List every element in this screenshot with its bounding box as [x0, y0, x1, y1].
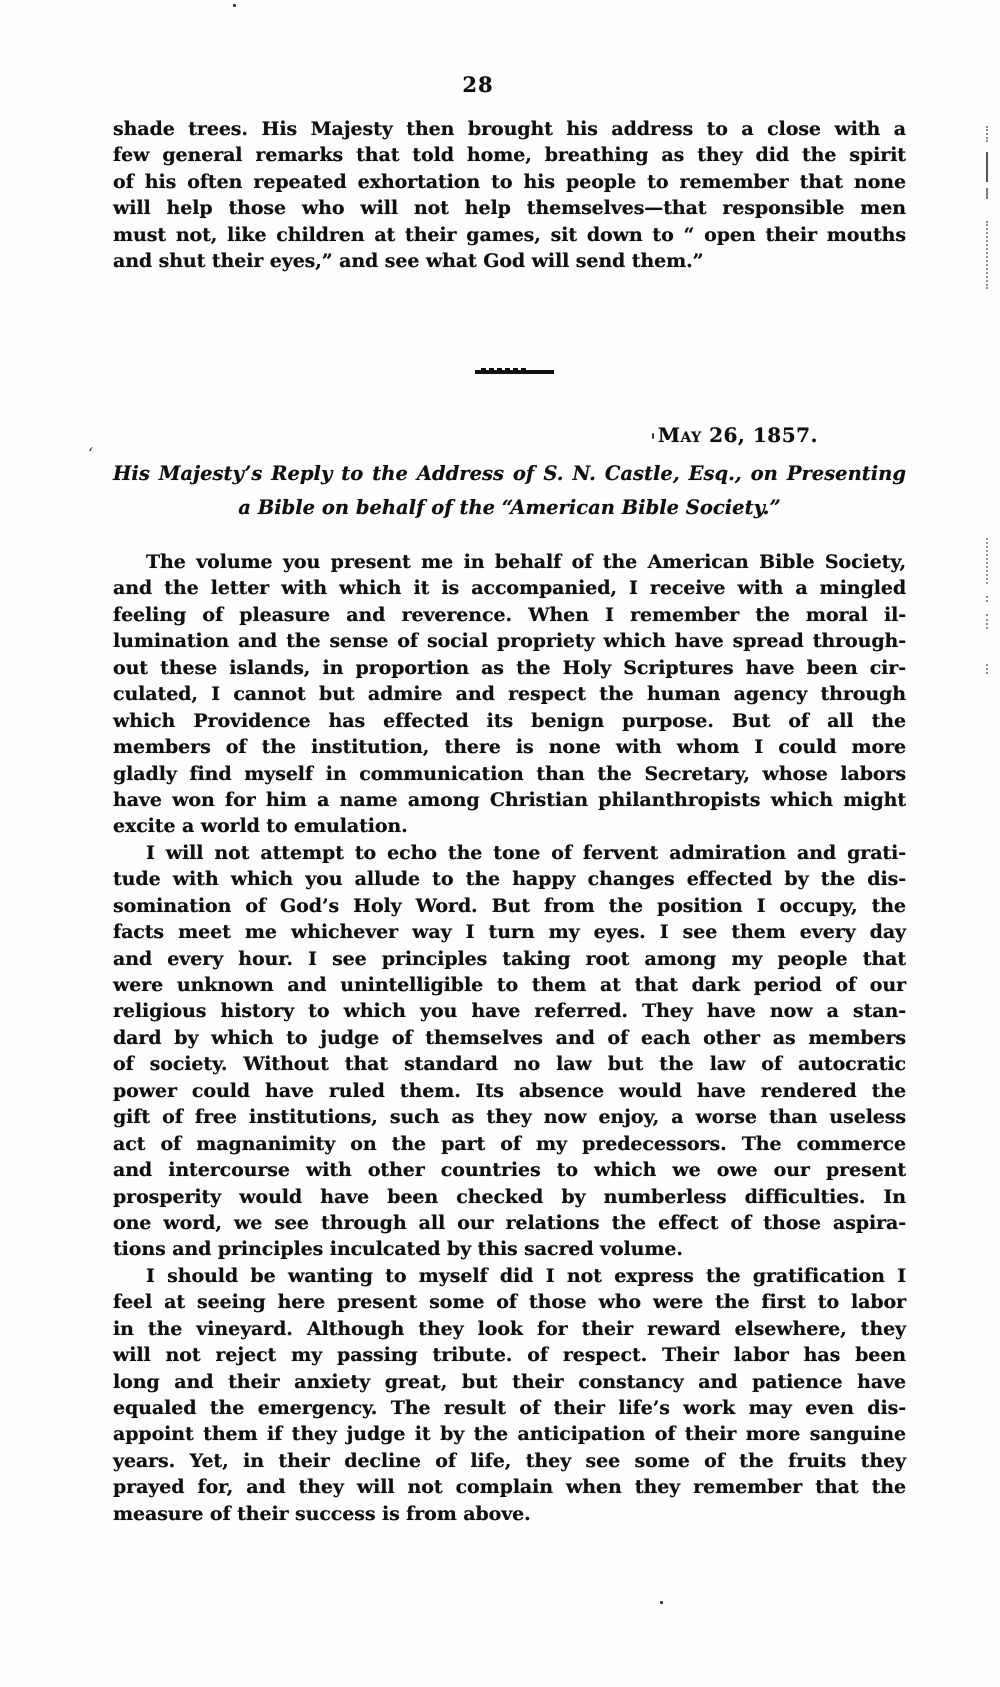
date-text: May 26, 1857. — [657, 423, 818, 447]
text-line: have won for him a name among Christian philanthropists which might — [113, 788, 906, 811]
text-line: prosperity would have been checked by numberless difficulties. In — [113, 1185, 906, 1208]
margin-bleed-mark — [986, 126, 988, 142]
text-line: must not, like children at their games, sit down to “ open their mouths — [113, 223, 906, 246]
margin-bleed-mark — [986, 152, 988, 182]
text-line: and shut their eyes,” and see what God will send them.” — [113, 250, 704, 273]
date-line — [113, 423, 906, 447]
text-line: one word, we see through all our relations the effect of those aspira- — [113, 1211, 906, 1234]
text-line: out these islands, in proportion as the Holy Scriptures have been cir- — [113, 656, 906, 679]
text-line: facts meet me whichever way I turn my eyes. I see them every day — [113, 921, 906, 944]
scan-speck — [660, 1601, 663, 1604]
scan-speck-quote: ‘ — [88, 444, 94, 463]
margin-bleed-mark — [986, 538, 988, 584]
text-line: dard by which to judge of themselves and of each other as members — [113, 1026, 906, 1049]
text-line: equaled the emergency. The result of their life’s work may even dis- — [113, 1397, 906, 1419]
margin-bleed-mark — [986, 614, 988, 629]
text-line: excite a world to emulation. — [113, 815, 408, 838]
text-line: were unknown and unintelligible to them at that dark period of our — [113, 974, 906, 996]
text-line: and every hour. I see principles taking root among my people that — [113, 947, 906, 970]
text-line: lumination and the sense of social propriety which have spread through- — [113, 630, 906, 653]
speech-paragraph-1 — [113, 549, 906, 840]
text-line: power could have ruled them. Its absence would have rendered the — [113, 1079, 906, 1102]
margin-bleed-mark — [986, 221, 988, 289]
text-line: in the vineyard. Although they look for their reward elsewhere, they — [113, 1317, 906, 1340]
margin-bleed-mark — [986, 664, 988, 674]
text-line: members of the institution, there is none with whom I could more — [113, 736, 906, 759]
page-number: 28 — [462, 72, 494, 97]
text-line: measure of their success is from above. — [113, 1502, 531, 1525]
scan-speck — [652, 433, 654, 439]
text-line: tions and principles inculcated by this sacred volume. — [113, 1238, 683, 1261]
text-line: years. Yet, in their decline of life, they see some of the fruits they — [113, 1449, 906, 1472]
text-line: somination of God’s Holy Word. But from the position I occupy, the — [113, 894, 906, 917]
text-line: of society. Without that standard no law but the law of autocratic — [113, 1053, 906, 1076]
speech-body — [113, 549, 906, 1527]
speech-paragraph-3 — [113, 1263, 906, 1527]
reply-heading — [113, 457, 906, 524]
text-line: and intercourse with other countries to which we owe our present — [113, 1159, 906, 1182]
text-line: culated, I cannot but admire and respect the human agency through — [113, 683, 906, 706]
text-line: tude with which you allude to the happy changes effected by the dis- — [113, 868, 906, 891]
text-line: I will not attempt to echo the tone of fervent admiration and grati- — [146, 841, 906, 864]
heading-line-2: a Bible on behalf of the “American Bible Society.” — [238, 495, 781, 519]
text-line: shade trees. His Majesty then brought his address to a close with a — [113, 118, 906, 140]
text-line: and the letter with which it is accompanied, I receive with a mingled — [113, 577, 906, 600]
section-divider-rule — [475, 370, 554, 374]
text-line: prayed for, and they will not complain when they remember that the — [113, 1476, 906, 1499]
text-line: will help those who will not help themselves—that responsible men — [113, 197, 906, 220]
text-line: I should be wanting to myself did I not express the gratification I — [146, 1264, 906, 1287]
text-line: of his often repeated exhortation to his people to remember that none — [113, 170, 906, 193]
margin-bleed-mark — [986, 188, 988, 199]
paragraph-continuation — [113, 116, 906, 275]
text-line: will not reject my passing tribute. of respect. Their labor has been — [113, 1344, 906, 1367]
text-line: appoint them if they judge it by the anticipation of their more sanguine — [113, 1423, 906, 1446]
text-line: act of magnanimity on the part of my predecessors. The commerce — [113, 1132, 906, 1155]
text-line: feeling of pleasure and reverence. When I remember the moral il- — [113, 603, 906, 626]
text-line: few general remarks that told home, breathing as they did the spirit — [113, 144, 906, 167]
speech-paragraph-2 — [113, 840, 906, 1263]
text-line: which Providence has effected its benign purpose. But of all the — [113, 709, 906, 732]
margin-bleed-mark — [986, 596, 988, 602]
heading-line-1: His Majesty’s Reply to the Address of S. N. Castle, Esq., on Presenting — [113, 462, 906, 485]
scan-speck — [233, 4, 236, 7]
text-line: gift of free institutions, such as they now enjoy, a worse than useless — [113, 1106, 906, 1129]
text-line: gladly find myself in communication than the Secretary, whose labors — [113, 762, 906, 785]
text-line: religious history to which you have referred. They have now a stan- — [113, 1000, 906, 1023]
text-line: long and their anxiety great, but their constancy and patience have — [113, 1370, 906, 1393]
text-line: feel at seeing here present some of those who were the first to labor — [113, 1291, 906, 1314]
text-line: The volume you present me in behalf of the American Bible Society, — [146, 551, 906, 573]
